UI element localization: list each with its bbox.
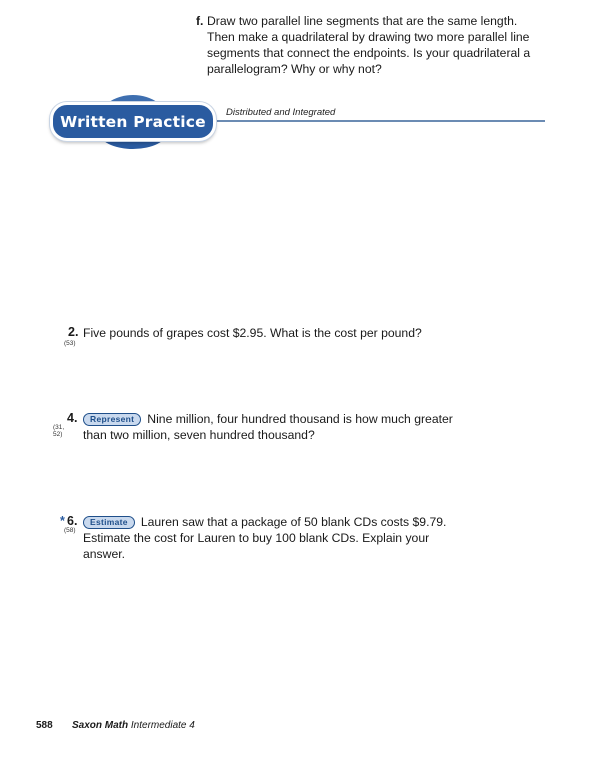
estimate-tag: Estimate <box>83 516 135 529</box>
lesson-reference: (53) <box>64 340 76 347</box>
page-number: 588 <box>36 720 53 731</box>
problem-number: 6. <box>67 514 78 528</box>
problem-text: Five pounds of grapes cost $2.95. What is the cost per pound? <box>83 326 422 340</box>
section-subtitle: Distributed and Integrated <box>226 107 336 118</box>
problem-body <box>83 411 473 443</box>
problem-body <box>83 514 458 562</box>
problem-f-text: Draw two parallel line segments that are the same length. Then make a quadrilateral by drawing two more parallel line segments that connect the endpoints. Is your quadrilateral a parallelogram? Why or why not? <box>207 14 531 76</box>
section-rule <box>212 120 545 122</box>
book-title-bold: Saxon Math <box>72 720 129 731</box>
book-title <box>72 720 195 731</box>
problem-text: Nine million, four hundred thousand is how much greater than two million, seven hundred thousand? <box>83 412 453 442</box>
represent-tag: Represent <box>83 413 141 426</box>
lesson-reference: (31, 52) <box>53 424 65 438</box>
book-title-rest: Intermediate 4 <box>130 720 195 731</box>
problem-number: 2. <box>68 325 79 339</box>
problem-text: Lauren saw that a package of 50 blank CDs costs $9.79. Estimate the cost for Lauren to buy 100 blank CDs. Explain your answer. <box>83 515 447 561</box>
star-marker: * <box>60 514 65 528</box>
lesson-reference: (58) <box>64 527 76 534</box>
problem-f-label: f. <box>196 14 204 28</box>
problem-number: 4. <box>67 411 78 425</box>
written-practice-badge: Written Practice <box>50 102 216 141</box>
